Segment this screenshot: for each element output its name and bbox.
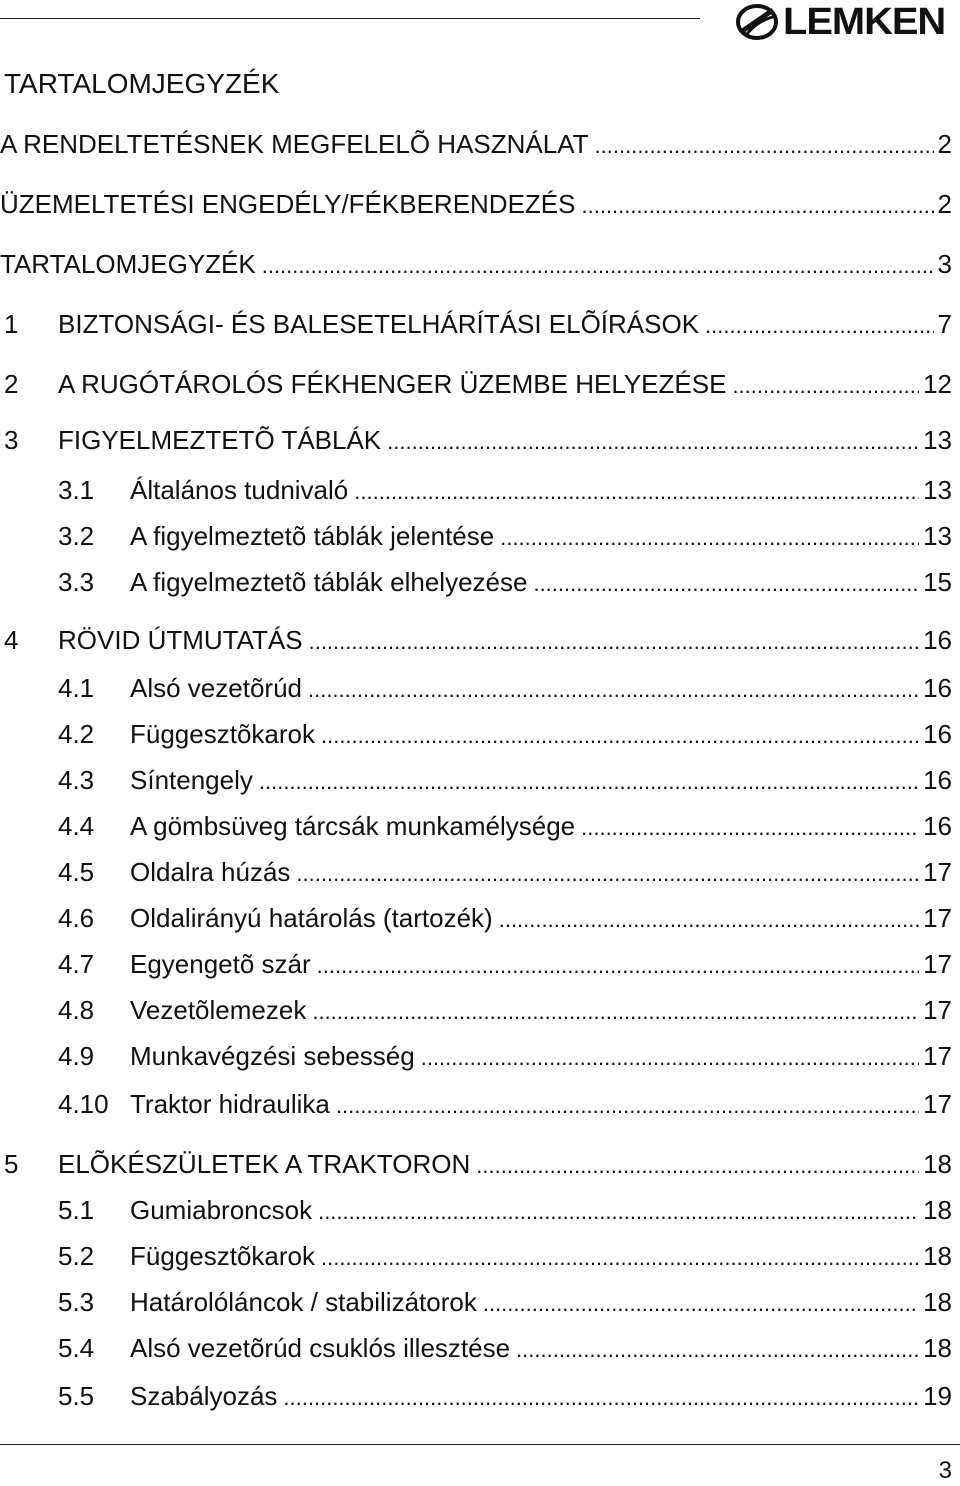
toc-entry-page: 17 bbox=[923, 1041, 952, 1071]
toc-dot-leader bbox=[476, 1146, 919, 1186]
toc-dot-leader bbox=[516, 1330, 919, 1370]
toc-entry[interactable] bbox=[58, 760, 952, 800]
toc-entry-page: 17 bbox=[923, 903, 952, 933]
toc-entry-label: ELÕKÉSZÜLETEK A TRAKTORON bbox=[58, 1149, 471, 1179]
header-rule bbox=[0, 18, 700, 19]
toc-entry-label: Traktor hidraulika bbox=[130, 1089, 330, 1119]
toc-entry-label: A RUGÓTÁROLÓS FÉKHENGER ÜZEMBE HELYEZÉSE bbox=[58, 369, 727, 399]
toc-dot-leader bbox=[581, 808, 919, 848]
toc-entry-number: 4.2 bbox=[58, 719, 95, 749]
toc-entry-page: 13 bbox=[923, 521, 952, 551]
toc-entry[interactable] bbox=[58, 1282, 952, 1322]
toc-dot-leader bbox=[321, 1238, 919, 1278]
toc-entry-number: 1 bbox=[4, 309, 19, 339]
toc-entry-page: 3 bbox=[937, 249, 952, 279]
toc-entry[interactable] bbox=[58, 1328, 952, 1368]
toc-entry[interactable] bbox=[0, 620, 952, 660]
toc-entry-number: 4.8 bbox=[58, 995, 95, 1025]
toc-entry[interactable] bbox=[0, 304, 952, 344]
toc-dot-leader bbox=[321, 716, 919, 756]
toc-entry-page: 15 bbox=[923, 567, 952, 597]
toc-entry-page: 7 bbox=[937, 309, 952, 339]
toc-dot-leader bbox=[317, 946, 919, 986]
toc-entry-label: Függesztõkarok bbox=[130, 719, 315, 749]
toc-dot-leader bbox=[259, 762, 919, 802]
toc-entry[interactable] bbox=[58, 714, 952, 754]
lemken-emblem-icon bbox=[735, 2, 779, 42]
toc-entry-page: 16 bbox=[923, 625, 952, 655]
toc-dot-leader bbox=[312, 992, 919, 1032]
toc-entry-label: Oldalirányú határolás (tartozék) bbox=[130, 903, 493, 933]
toc-entry-page: 18 bbox=[923, 1287, 952, 1317]
toc-entry-page: 13 bbox=[923, 475, 952, 505]
toc-entry-label: Gumiabroncsok bbox=[130, 1195, 313, 1225]
toc-entry-label: Függesztõkarok bbox=[130, 1241, 315, 1271]
toc-dot-leader bbox=[732, 366, 919, 406]
toc-entry-number: 3 bbox=[4, 425, 19, 455]
toc-entry[interactable] bbox=[58, 1190, 952, 1230]
toc-entry-label: A figyelmeztetõ táblák jelentése bbox=[130, 521, 495, 551]
toc-entry[interactable] bbox=[58, 898, 952, 938]
toc-entry-page: 19 bbox=[923, 1381, 952, 1411]
toc-entry-number: 5.1 bbox=[58, 1195, 95, 1225]
footer-rule bbox=[0, 1444, 960, 1445]
toc-entry-number: 4.4 bbox=[58, 811, 95, 841]
toc-entry-label: TARTALOMJEGYZÉK bbox=[0, 249, 256, 279]
toc-entry-page: 18 bbox=[923, 1333, 952, 1363]
toc-dot-leader bbox=[387, 422, 919, 462]
toc-entry-page: 16 bbox=[923, 673, 952, 703]
toc-entry[interactable] bbox=[58, 668, 952, 708]
toc-entry-label: Általános tudnivaló bbox=[130, 475, 349, 505]
toc-entry-number: 4.5 bbox=[58, 857, 95, 887]
toc-dot-leader bbox=[705, 306, 933, 346]
toc-dot-leader bbox=[296, 854, 919, 894]
toc-entry[interactable] bbox=[58, 1036, 952, 1076]
brand-logo bbox=[735, 0, 957, 44]
toc-entry[interactable] bbox=[58, 1376, 952, 1416]
toc-entry-page: 18 bbox=[923, 1195, 952, 1225]
toc-dot-leader bbox=[500, 518, 919, 558]
toc-entry-number: 2 bbox=[4, 369, 19, 399]
page-title: TARTALOMJEGYZÉK bbox=[4, 68, 280, 99]
toc-entry-label: Vezetõlemezek bbox=[130, 995, 307, 1025]
toc-entry-page: 16 bbox=[923, 719, 952, 749]
toc-dot-leader bbox=[336, 1086, 919, 1126]
toc-entry-label: ÜZEMELTETÉSI ENGEDÉLY/FÉKBERENDEZÉS bbox=[0, 189, 576, 219]
toc-entry-page: 17 bbox=[923, 1089, 952, 1119]
toc-dot-leader bbox=[309, 622, 919, 662]
toc-entry[interactable] bbox=[0, 184, 952, 224]
toc-entry-number: 5.2 bbox=[58, 1241, 95, 1271]
brand-name: LEMKEN bbox=[783, 1, 946, 43]
toc-entry[interactable] bbox=[58, 470, 952, 510]
toc-dot-leader bbox=[533, 564, 919, 604]
toc-dot-leader bbox=[283, 1378, 919, 1418]
toc-entry-label: Munkavégzési sebesség bbox=[130, 1041, 415, 1071]
toc-entry-label: Egyengetõ szár bbox=[130, 949, 311, 979]
toc-dot-leader bbox=[499, 900, 919, 940]
toc-entry-label: Oldalra húzás bbox=[130, 857, 291, 887]
toc-entry[interactable] bbox=[58, 516, 952, 556]
toc-entry-number: 5.5 bbox=[58, 1381, 95, 1411]
toc-entry[interactable] bbox=[0, 1144, 952, 1184]
toc-entry-number: 4.10 bbox=[58, 1089, 109, 1119]
toc-entry-number: 3.3 bbox=[58, 567, 95, 597]
toc-dot-leader bbox=[483, 1284, 919, 1324]
toc-entry[interactable] bbox=[0, 124, 952, 164]
toc-entry-number: 4.9 bbox=[58, 1041, 95, 1071]
toc-entry-number: 4.1 bbox=[58, 673, 95, 703]
toc-entry-label: A gömbsüveg tárcsák munkamélysége bbox=[130, 811, 576, 841]
toc-entry-page: 2 bbox=[937, 129, 952, 159]
toc-entry[interactable] bbox=[58, 852, 952, 892]
toc-entry-page: 16 bbox=[923, 811, 952, 841]
toc-dot-leader bbox=[308, 670, 919, 710]
toc-entry-page: 17 bbox=[923, 949, 952, 979]
toc-entry[interactable] bbox=[58, 990, 952, 1030]
toc-dot-leader bbox=[262, 246, 934, 286]
toc-entry-label: Síntengely bbox=[130, 765, 253, 795]
toc-dot-leader bbox=[595, 126, 934, 166]
toc-entry-number: 4 bbox=[4, 625, 19, 655]
toc-entry-label: Alsó vezetõrúd csuklós illesztése bbox=[130, 1333, 511, 1363]
toc-entry-number: 5.4 bbox=[58, 1333, 95, 1363]
toc-entry-number: 4.3 bbox=[58, 765, 95, 795]
toc-entry-label: A figyelmeztetõ táblák elhelyezése bbox=[130, 567, 528, 597]
toc-entry-page: 18 bbox=[923, 1241, 952, 1271]
toc-entry-label: Határolóláncok / stabilizátorok bbox=[130, 1287, 477, 1317]
toc-entry-number: 4.6 bbox=[58, 903, 95, 933]
toc-entry-page: 13 bbox=[923, 425, 952, 455]
toc-entry[interactable] bbox=[58, 562, 952, 602]
toc-entry[interactable] bbox=[58, 944, 952, 984]
toc-entry-label: BIZTONSÁGI- ÉS BALESETELHÁRÍTÁSI ELÕÍRÁSOK bbox=[58, 309, 700, 339]
toc-entry-page: 16 bbox=[923, 765, 952, 795]
toc-entry-number: 3.1 bbox=[58, 475, 95, 505]
toc-entry-label: RÖVID ÚTMUTATÁS bbox=[58, 625, 303, 655]
toc-dot-leader bbox=[318, 1192, 919, 1232]
toc-entry[interactable] bbox=[0, 244, 952, 284]
toc-entry-label: A RENDELTETÉSNEK MEGFELELÕ HASZNÁLAT bbox=[0, 129, 589, 159]
toc-entry[interactable] bbox=[58, 806, 952, 846]
toc-entry-number: 5.3 bbox=[58, 1287, 95, 1317]
toc-entry-label: Alsó vezetõrúd bbox=[130, 673, 302, 703]
toc-entry-page: 12 bbox=[923, 369, 952, 399]
toc-entry[interactable] bbox=[58, 1084, 952, 1124]
toc-entry-page: 2 bbox=[937, 189, 952, 219]
toc-entry-number: 4.7 bbox=[58, 949, 95, 979]
toc-entry-page: 17 bbox=[923, 995, 952, 1025]
toc-entry-label: Szabályozás bbox=[130, 1381, 278, 1411]
toc-entry-page: 18 bbox=[923, 1149, 952, 1179]
toc-dot-leader bbox=[354, 472, 919, 512]
toc-entry[interactable] bbox=[58, 1236, 952, 1276]
page-number: 3 bbox=[938, 1457, 952, 1484]
toc-entry-page: 17 bbox=[923, 857, 952, 887]
toc-dot-leader bbox=[582, 186, 934, 226]
toc-entry-number: 3.2 bbox=[58, 521, 95, 551]
toc-dot-leader bbox=[421, 1038, 919, 1078]
toc-entry[interactable] bbox=[0, 420, 952, 460]
toc-entry[interactable] bbox=[0, 364, 952, 404]
toc-entry-label: FIGYELMEZTETÕ TÁBLÁK bbox=[58, 425, 382, 455]
toc-entry-number: 5 bbox=[4, 1149, 19, 1179]
